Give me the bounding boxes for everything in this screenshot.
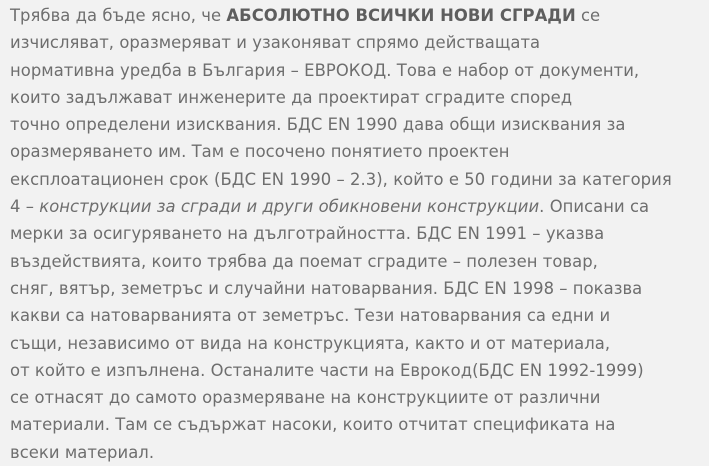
text-line-1 [10, 2, 700, 29]
text-segment: се [575, 6, 601, 25]
text-segment: Трябва да бъде ясно, че [10, 6, 227, 25]
text-segment: . Описани са [539, 197, 650, 217]
text-line-12: какви са натоварванията от земетръс. Тези натоварвания са едни и [10, 306, 611, 326]
text-line-6: оразмеряването им. Там е посочено понятието проектен [10, 142, 510, 162]
text-segment: 4 – [10, 197, 40, 217]
emphasis-all-new-buildings: АБСОЛЮТНО ВСИЧКИ НОВИ СГРАДИ [226, 6, 576, 25]
text-line-3: нормативна уредба в България – ЕВРОКОД. Това е набор от документи, [10, 60, 640, 80]
text-line-2: изчисляват, оразмеряват и узаконяват спрямо действащата [10, 33, 541, 53]
article-paragraph [10, 2, 700, 466]
text-line-9: мерки за осигуряването на дълготрайността. БДС EN 1991 – указва [10, 224, 605, 244]
text-line-10: въздействията, които трябва да поемат сградите – полезен товар, [10, 251, 598, 271]
text-line-11: сняг, вятър, земетръс и случайни натоварвания. БДС EN 1998 – показва [10, 278, 643, 298]
text-line-16: материали. Там се съдържат насоки, които отчитат спецификата на [10, 415, 616, 435]
text-line-8 [10, 193, 700, 220]
text-line-5: точно определени изисквания. БДС EN 1990 дава общи изисквания за [10, 115, 626, 135]
text-line-4: които задължават инженерите да проектират сградите според [10, 87, 573, 107]
text-line-7: експлоатационен срок (БДС EN 1990 – 2.3), който е 50 години за категория [10, 169, 672, 189]
text-line-14: от който е изпълнена. Останалите части на Еврокод(БДС EN 1992-1999) [10, 360, 644, 380]
text-line-13: същи, независимо от вида на конструкцията, както и от материала, [10, 333, 611, 353]
text-line-15: се отнасят до самото оразмеряване на конструкциите от различни [10, 388, 601, 408]
italic-category-description: конструкции за сгради и други обикновени конструкции [39, 197, 540, 217]
text-line-17: всеки материал. [10, 442, 155, 462]
